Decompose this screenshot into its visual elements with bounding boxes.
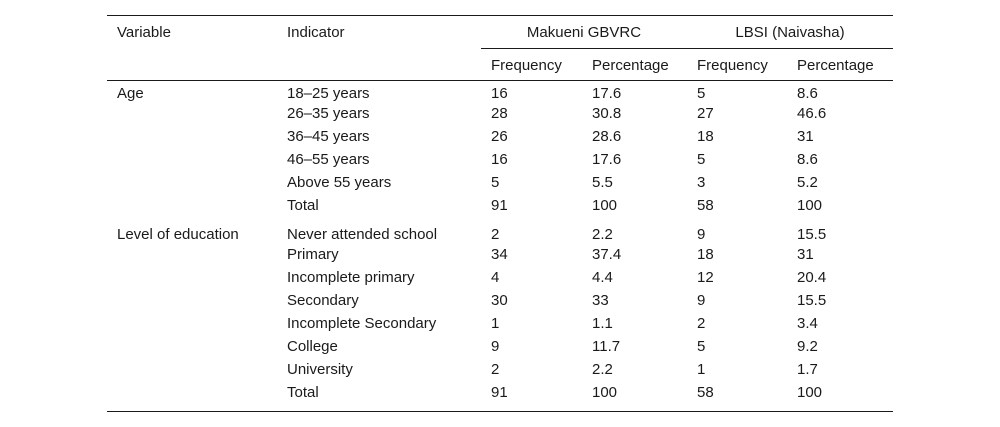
- cell-lbsi-frequency: 18: [697, 127, 714, 145]
- table-row: [107, 292, 893, 315]
- table-row: [107, 384, 893, 412]
- header-lbsi-frequency: Frequency: [687, 49, 787, 81]
- table-row: [107, 269, 893, 292]
- table-row: [107, 105, 893, 128]
- cell-variable: [107, 174, 277, 197]
- table-row: [107, 246, 893, 269]
- cell-lbsi-percentage: 31: [797, 127, 814, 145]
- cell-indicator: Secondary: [287, 291, 359, 309]
- cell-makueni-frequency: 28: [491, 104, 508, 122]
- cell-variable: Age: [117, 85, 144, 102]
- cell-lbsi-percentage: 8.6: [797, 150, 818, 168]
- cell-indicator: 26–35 years: [287, 104, 370, 122]
- cell-makueni-frequency: 2: [491, 360, 500, 378]
- cell-lbsi-percentage: 9.2: [797, 337, 818, 355]
- cell-makueni-percentage: 100: [582, 384, 687, 412]
- cell-makueni-percentage: 17.6: [592, 150, 622, 168]
- cell-lbsi-percentage: 100: [797, 196, 823, 214]
- cell-lbsi-percentage: 15.5: [797, 291, 827, 309]
- cell-indicator: Above 55 years: [287, 173, 392, 191]
- cell-variable: [107, 269, 277, 292]
- cell-variable: Level of education: [117, 225, 239, 243]
- cell-makueni-percentage: 37.4: [592, 245, 622, 263]
- table-row: [107, 174, 893, 197]
- cell-indicator: 18–25 years: [287, 85, 370, 102]
- cell-variable: [107, 128, 277, 151]
- cell-indicator: Primary: [287, 245, 339, 263]
- cell-makueni-frequency: 26: [491, 127, 508, 145]
- cell-variable: [107, 246, 277, 269]
- cell-indicator: Incomplete Secondary: [287, 314, 437, 332]
- cell-makueni-percentage: 4.4: [592, 268, 613, 286]
- cell-makueni-percentage: 33: [592, 291, 609, 309]
- cell-makueni-percentage: 28.6: [592, 127, 622, 145]
- cell-makueni-frequency: 16: [491, 85, 508, 102]
- cell-makueni-frequency: 16: [491, 150, 508, 168]
- cell-variable: [107, 361, 277, 384]
- cell-lbsi-percentage: 8.6: [797, 85, 818, 102]
- cell-variable: [107, 292, 277, 315]
- demographics-table: [107, 15, 893, 412]
- cell-lbsi-frequency: 58: [687, 384, 787, 412]
- table-row: [107, 151, 893, 174]
- cell-lbsi-frequency: 18: [697, 245, 714, 263]
- cell-variable: [107, 315, 277, 338]
- cell-variable: [107, 151, 277, 174]
- table-header: [107, 16, 893, 81]
- cell-makueni-percentage: 5.5: [592, 173, 613, 191]
- cell-makueni-frequency: 4: [491, 268, 500, 286]
- cell-lbsi-percentage: 1.7: [797, 360, 818, 378]
- table-row: [107, 315, 893, 338]
- cell-lbsi-frequency: 3: [697, 173, 706, 191]
- cell-lbsi-frequency: 27: [697, 104, 714, 122]
- cell-indicator: 46–55 years: [287, 150, 370, 168]
- table-body: [107, 81, 893, 412]
- cell-makueni-frequency: 5: [491, 173, 500, 191]
- cell-indicator: 36–45 years: [287, 127, 370, 145]
- cell-lbsi-percentage: 46.6: [797, 104, 827, 122]
- cell-makueni-percentage: 11.7: [592, 337, 621, 355]
- cell-variable: [107, 197, 277, 220]
- cell-indicator: Total: [287, 196, 319, 214]
- cell-lbsi-percentage: 5.2: [797, 173, 818, 191]
- cell-makueni-percentage: 1.1: [592, 314, 613, 332]
- cell-lbsi-frequency: 12: [697, 268, 714, 286]
- cell-lbsi-frequency: 5: [697, 150, 706, 168]
- cell-lbsi-frequency: 2: [697, 314, 706, 332]
- cell-indicator: Never attended school: [287, 225, 438, 243]
- table-row: [107, 128, 893, 151]
- cell-indicator: College: [287, 337, 338, 355]
- cell-makueni-frequency: 34: [491, 245, 508, 263]
- cell-lbsi-frequency: 58: [697, 196, 714, 214]
- table-row: [107, 361, 893, 384]
- header-group-makueni: Makueni GBVRC: [481, 16, 687, 49]
- table-row: [107, 81, 893, 105]
- cell-makueni-percentage: 100: [592, 196, 618, 214]
- cell-makueni-frequency: 30: [491, 291, 508, 309]
- header-lbsi-percentage: Percentage: [787, 49, 893, 81]
- header-makueni-frequency: Frequency: [481, 49, 582, 81]
- cell-variable: [107, 338, 277, 361]
- cell-makueni-frequency: 2: [491, 225, 500, 243]
- cell-makueni-percentage: 2.2: [592, 360, 613, 378]
- header-row-groups: [107, 16, 893, 49]
- cell-lbsi-frequency: 9: [697, 291, 706, 309]
- cell-variable: [107, 105, 277, 128]
- cell-lbsi-percentage: 100: [787, 384, 893, 412]
- cell-lbsi-percentage: 31: [797, 245, 814, 263]
- cell-lbsi-percentage: 20.4: [797, 268, 827, 286]
- cell-indicator: Incomplete primary: [287, 268, 415, 286]
- header-makueni-percentage: Percentage: [582, 49, 687, 81]
- cell-lbsi-percentage: 3.4: [797, 314, 818, 332]
- cell-makueni-frequency: 1: [491, 314, 500, 332]
- table-row: [107, 220, 893, 246]
- cell-lbsi-frequency: 9: [697, 225, 706, 243]
- cell-indicator: Total: [277, 384, 481, 412]
- cell-variable: [107, 384, 277, 412]
- cell-makueni-percentage: 17.6: [592, 85, 622, 102]
- cell-lbsi-percentage: 15.5: [797, 225, 827, 243]
- header-variable: Variable: [107, 16, 277, 81]
- header-indicator: Indicator: [277, 16, 481, 81]
- cell-makueni-percentage: 2.2: [592, 225, 613, 243]
- cell-indicator: University: [287, 360, 353, 378]
- table-row: [107, 197, 893, 220]
- cell-lbsi-frequency: 5: [697, 85, 706, 102]
- table-row: [107, 338, 893, 361]
- cell-makueni-frequency: 9: [491, 337, 500, 355]
- cell-makueni-frequency: 91: [481, 384, 582, 412]
- cell-makueni-frequency: 91: [491, 196, 508, 214]
- header-group-lbsi: LBSI (Naivasha): [687, 16, 893, 49]
- cell-lbsi-frequency: 1: [697, 360, 706, 378]
- cell-makueni-percentage: 30.8: [592, 104, 622, 122]
- cell-lbsi-frequency: 5: [697, 337, 706, 355]
